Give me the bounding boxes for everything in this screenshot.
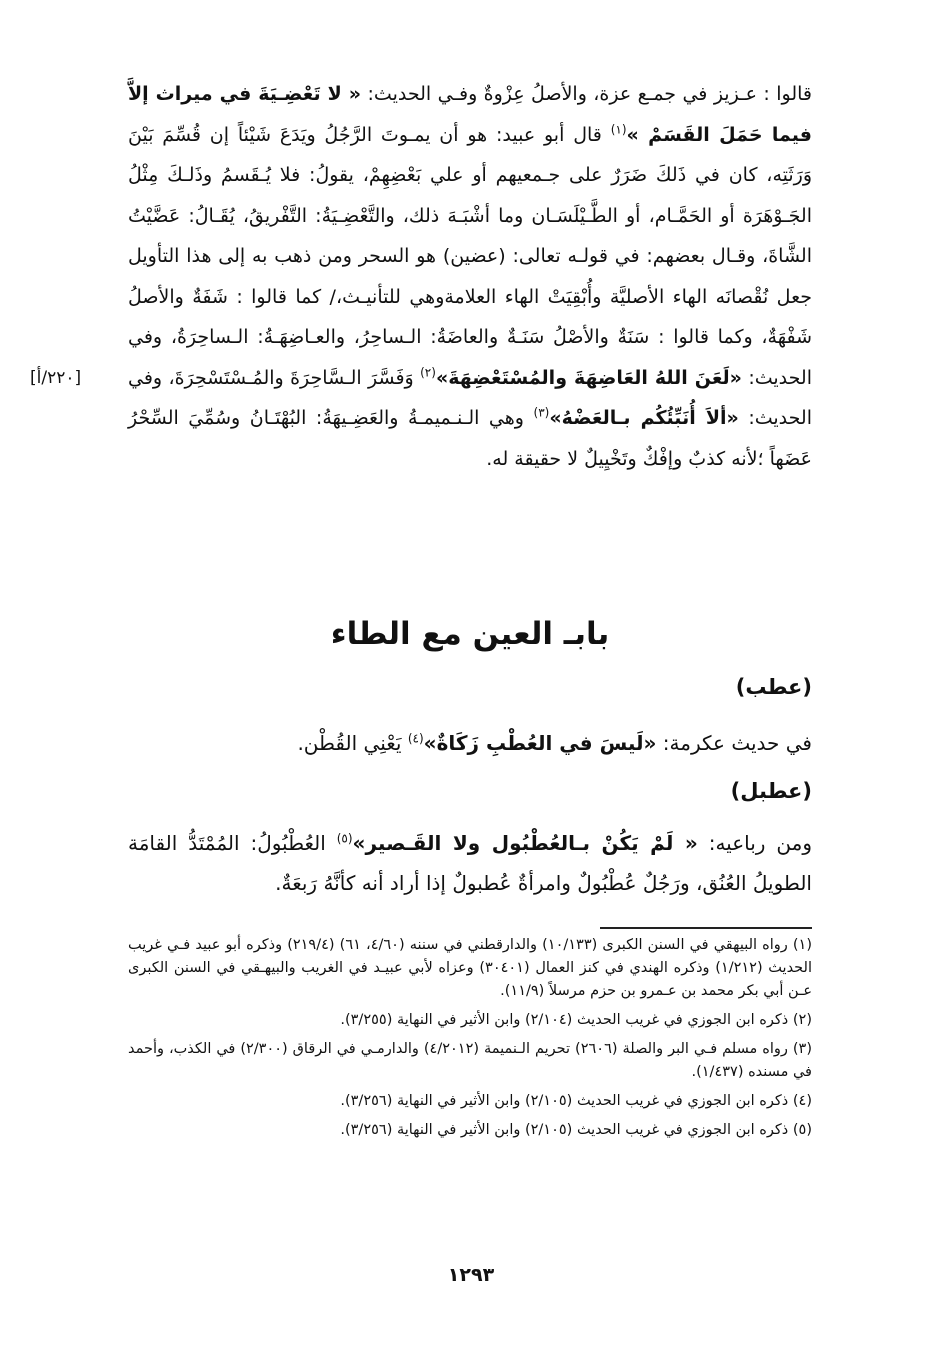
footnote-4: (٤) ذكره ابن الجوزي في غريب الحديث (٢/١٠٥) وابن الأثير في النهاية (٣/٢٥٦). <box>340 1093 812 1109</box>
entry-heading-atb: (عطب) <box>735 675 812 699</box>
entry-text-atbal <box>128 823 812 903</box>
page-number: ١٢٩٣ <box>447 1264 495 1286</box>
footnote-ref-4: (٤) <box>407 731 424 746</box>
entry-quote: « لَمْ يَكُنْ بـالعُطْبُول ولا القَـصير» <box>352 831 698 855</box>
footnote-ref-3: (٣) <box>533 405 550 420</box>
chapter-title: بابـ العين مع الطاء <box>330 616 610 652</box>
footnote-ref-1: (١) <box>610 122 627 137</box>
entry-quote: «لَيسَ في العُطْبِ زَكَاةٌ» <box>423 731 657 755</box>
main-paragraph <box>128 74 812 479</box>
entry-text-atb <box>128 723 812 763</box>
entry-intro: في حديث عكرمة: <box>656 731 812 755</box>
main-paragraph-text <box>128 74 812 479</box>
hadith-quote-2: «لَعَنَ اللهُ العَاضِهَةَ والمُسْتَعْضِهَةَ» <box>435 366 742 389</box>
footnote-5: (٥) ذكره ابن الجوزي في غريب الحديث (٢/١٠٥) وابن الأثير في النهاية (٣/٢٥٦). <box>340 1122 812 1138</box>
hadith-quote-1: « لا تَعْضِـيَةَ في ميراث إلاَّ فيما حَمَلَ القَسَمْ » <box>128 83 812 146</box>
footnote-ref-5: (٥) <box>336 831 353 846</box>
entry-body-atb <box>128 723 812 763</box>
main-part-3: وَفَسَّرَ الـسَّاحِرَةَ والمُـسْتَسْحِرَةَ، وفي الحديث: <box>128 366 812 429</box>
footnotes-section <box>128 934 812 1148</box>
footnote-1: (١) رواه البيهقي في السنن الكبرى (١٠/١٣٣) والدارقطني في سننه (٤/٦٠، ٦١) (٢١٩/٤) وذكره أبو عبيد فـي غريب الحديث (١/٢١٢) وذكره الهندي في كنز العمال (٣٠٤٠١) وعزاه لأبي عبيـد في الغريب والبيهـقي في السنن الكبرى عـن أبي بكر محمد بن عـمرو بن حزم مرسلاً (١١/٩). <box>128 937 812 999</box>
hadith-quote-3: «ألاَ أُنَبِّئُكُم بـالعَضْهُ» <box>549 407 739 429</box>
footnote-2: (٢) ذكره ابن الجوزي في غريب الحديث (٢/١٠٤) وابن الأثير في النهاية (٣/٢٥٥). <box>340 1012 812 1028</box>
entry-intro: ومن رباعيه: <box>697 831 812 855</box>
footnote-ref-2: (٢) <box>420 365 436 380</box>
folio-marker: [٢٢٠/أ] <box>30 368 82 388</box>
entry-rest: العُطْبُولُ: المُمْتَدُّ القامَة الطويلُ العُنُق، ورَجُلٌ عُطْبُولٌ وامرأةٌ عُطبولٌ إذا أراد أنه كأنَّهُ رَبعَةٌ. <box>128 831 812 895</box>
main-part-4: وهي الـنـميمـةُ والعَضِـيهَةُ: البُهْتَـانُ وسُمِّيَ السِّحْرُ عَضَهاً ؛لأنه كذبٌ وإفْكٌ وتَخْيِيلٌ لا حقيقة له. <box>128 407 812 470</box>
footnote-3: (٣) رواه مسلم فـي البر والصلة (٢٦٠٦) تحريم الـنميمة (٤/٢٠١٢) والدارمـي في الرقاق (٢/٣٠٠) في الكذب، وأحمد في مسنده (١/٤٣٧). <box>128 1041 812 1080</box>
entry-body-atbal <box>128 823 812 903</box>
entry-rest: يَعْنِي القُطْن. <box>297 731 408 755</box>
entry-heading-atbal: (عطبل) <box>730 779 812 803</box>
main-part-2: قال أبو عبيد: هو أن يمـوتَ الرَّجُلُ ويَدَعَ شَيْئاً إن قُسِّمَ بَيْنَ وَرَثَتِه، كان في ذَلكَ ضَرَرٌ على جـمعيهم أو علي بَعْضِهِمْ، يقولُ: فلا يُـقَسمُ وذَلـكَ مِثْلُ الجَـوْهَرَة أو الحَمَّـام، أو الطَّـيْلَسَـان وما أشْبَـهَ ذلك، والتَّعْضِـيَةُ: التَّفْريقُ، يُقَـالُ: عَضَّيْتُ الشَّاةَ، وقـال بعضهم: في قولـه تعالى: (عضين) هو السحر ومن ذهب به إلى هذا التأويل جعل نُقْصانَه الهاء الأصليَّة وأُبْقِيَتْ الهاء العلامةوهي للتأنيـث،/ كما قالوا : شَفَةٌ والأصلُ شَفْهَةٌ، وكما قالوا : سَنَةٌ والأصْلُ سَنَـةٌ والعاضَةُ: الـساحِرُ، والعـاضِهَـةُ: الـساحِرَةُ، وفي الحديث: <box>128 123 812 389</box>
main-intro: قالوا : عـزيز في جمـع عزة، والأصلُ عِزْوةٌ وفـي الحديث: <box>361 83 812 105</box>
footnote-divider <box>600 927 812 929</box>
